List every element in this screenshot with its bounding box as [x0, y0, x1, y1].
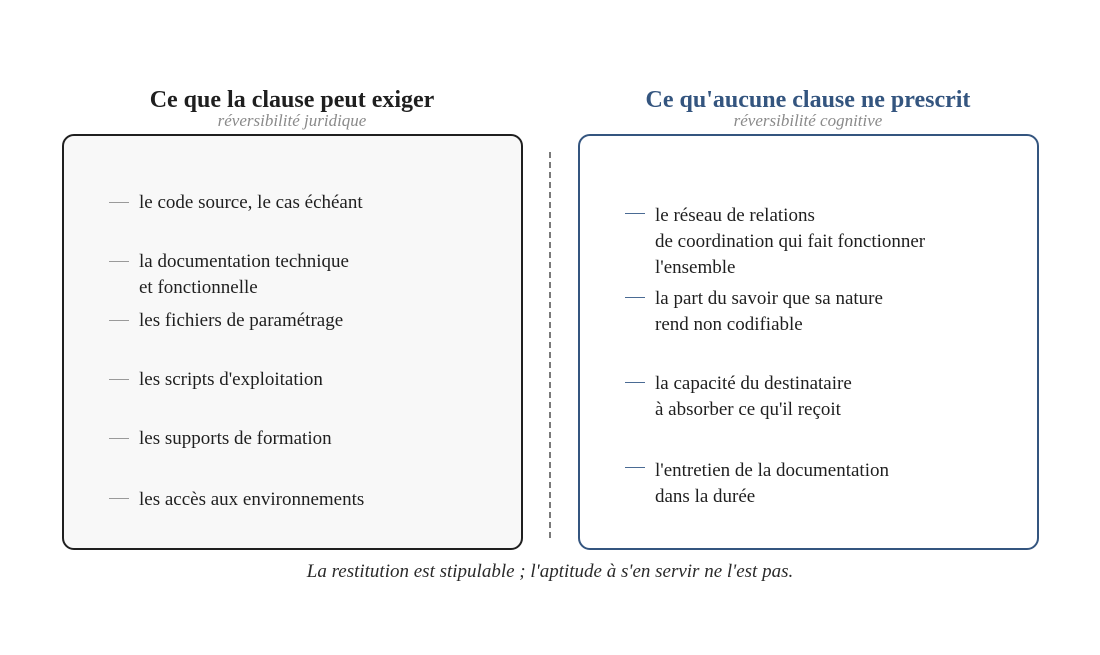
bullet-dash-icon [109, 379, 129, 380]
dashed-divider [549, 152, 551, 538]
bullet-dash-icon [625, 213, 645, 214]
right-item-line: rend non codifiable [655, 314, 803, 335]
bullet-dash-icon [625, 382, 645, 383]
right-item-line: à absorber ce qu'il reçoit [655, 399, 841, 420]
left-item-scripts [139, 367, 323, 393]
right-item-entretien [655, 458, 889, 510]
left-item-line: la documentation technique [139, 251, 349, 272]
left-column-subtitle: réversibilité juridique [217, 111, 367, 130]
right-item-line: la part du savoir que sa nature [655, 288, 883, 309]
bullet-dash-icon [109, 202, 129, 203]
bullet-dash-icon [625, 467, 645, 468]
right-column-title: Ce qu'aucune clause ne prescrit [645, 87, 971, 113]
left-item-line: les scripts d'exploitation [139, 369, 323, 390]
left-item-formation [139, 426, 332, 452]
bullet-dash-icon [109, 498, 129, 499]
right-item-savoir [655, 286, 883, 338]
left-item-parametrage [139, 308, 343, 334]
right-item-line: l'ensemble [655, 257, 736, 278]
right-column-subtitle: réversibilité cognitive [733, 111, 883, 130]
bullet-dash-icon [109, 261, 129, 262]
left-item-line: les fichiers de paramétrage [139, 310, 344, 331]
right-item-line: la capacité du destinataire [655, 373, 852, 394]
left-panel [62, 134, 523, 550]
left-item-documentation [139, 249, 349, 301]
left-item-line: le code source, le cas échéant [139, 192, 363, 213]
bullet-dash-icon [625, 297, 645, 298]
right-panel [578, 134, 1039, 550]
right-item-line: dans la durée [655, 486, 756, 507]
right-item-line: de coordination qui fait fonctionner [655, 231, 926, 252]
left-item-code-source [139, 190, 363, 216]
left-column-title: Ce que la clause peut exiger [149, 87, 435, 113]
left-item-acces [139, 487, 364, 513]
footer-caption: La restitution est stipulable ; l'aptitude à s'en servir ne l'est pas. [306, 561, 794, 582]
right-item-line: le réseau de relations [655, 205, 815, 226]
bullet-dash-icon [109, 320, 129, 321]
right-item-reseau [655, 203, 925, 281]
left-item-line: les supports de formation [139, 428, 332, 449]
right-item-capacite [655, 371, 852, 423]
right-item-line: l'entretien de la documentation [655, 460, 889, 481]
left-item-line: et fonctionnelle [139, 277, 258, 298]
left-item-line: les accès aux environnements [139, 489, 365, 510]
bullet-dash-icon [109, 438, 129, 439]
